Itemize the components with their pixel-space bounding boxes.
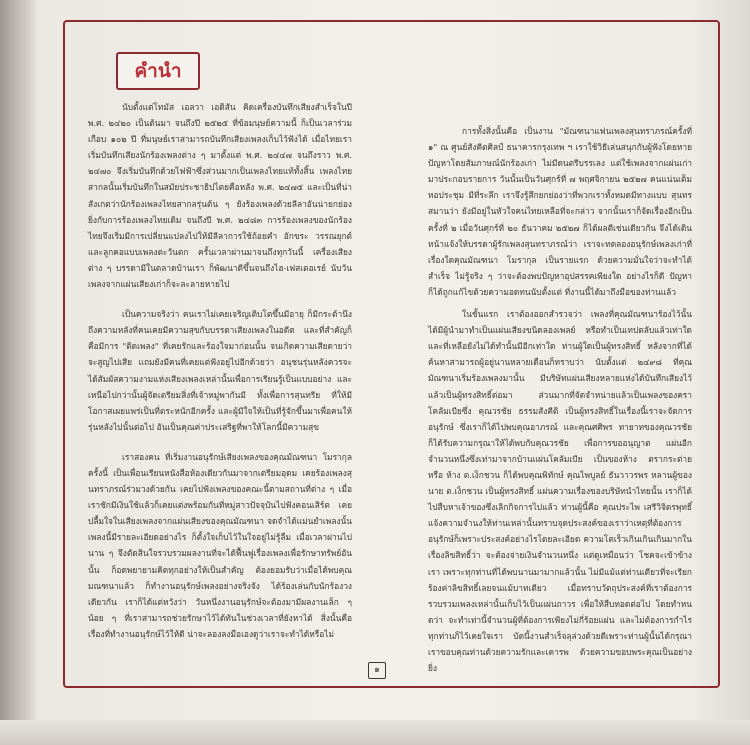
paragraph: เป็นความจริงว่า คนเราไม่เคยเจริญเติบโตขึ้นมีอายุ ก็มีกระต้านึงถึงความหลังที่คนเคยมีความสุขกับบรรดาเสียงเพลงในอดีต และที่สำคัญก็คือมีการ "ติดเพลง" ที่เคยรักและร้องใจมาก่อนนั้น จนเกิดความเสียดายว่าจะสูญไปเสีย แถมยังมีคนที่เคยแต่ฟังอยู่ไปอีกด้วยว่า อนุชนรุ่นหลังควรจะได้สัมผัสความงามแห่งเสียงเพลงเหล่านั้นเพื่อการเรียนรู้เป็นแบบอย่าง และเหนือไปกว่านั้นผู้จัดเตรียมสิ่งที่เจ้าหมู่พากันมี ทั้งเพื่อการสุนทรีย ที่ให้มีโอกาสเผยแพร่เป็นที่ตระหนักอีกครั้ง และผู้มีใจให้เป็นที่รู้จักขึ้นมาเพื่อคนให้รุ่นหลังไปนั้นต่อไป อันเป็นคุณค่าประเสริฐที่พาให้โลกนี้มีความสุข bbox=[88, 309, 352, 432]
title-box bbox=[116, 52, 200, 90]
paragraph: เราสองคน ที่เริ่มงานอนุรักษ์เสียงเพลงของคุณมัณฑนา โมรากุล ครั้งนี้ เป็นเพื่อนเรียนหนังสือห้องเดียวกันมาจากเตรียมอุดม เคยร้องเพลงสุนทราภรณ์ร่วมวงด้วยกัน เคยไปฟังเพลงของคณะนี้ตามสถานที่ต่าง ๆ เมื่อเราชักมีเงินใช้แล้วก็เคยแต่งพร้อมกันที่หมู่สาวปัจจุบันไปฟังคอนเสิร์ต เคยปลื้มใจในเสียงเพลงจากแผ่นเสียงของคุณมัณฑนา จดจำได้แม่นยำเพลงนั้นเพลงนี้มีรายละเอียดอย่างไร ก็ตั้งใจเก็บไว้ในใจอยู่ไม่รู้ลืม เมื่อเวลาผ่านไปนาน ๆ จึงตัดสินใจรวบรวมผลงานที่จะได้ฟื้นฟูเรื่องเพลงเพื่อรักษาทรัพย์อันนั้น ก็อดพยายามคิดทุกอย่างให้เป็นสำคัญ ต้องยอมรับว่าเมื่อได้พบคุณมณฑนาแล้ว ก็ทำงานอนุรักษ์เพลงอย่างจริงจัง ได้ร้องเล่นกับนักร้องวงเดียวกัน เราก็ได้แต่หวังว่า วันหนึ่งงานอนุรักษ์จะต้องมามีผลงานเล็ก ๆ น้อย ๆ ที่เราสามารถช่วยรักษาไว้ได้ทันในช่วงเวลาที่ยังหาได้ สิ่งนั้นคือเรื่องที่ทำงานอนุรักษ์ไว้ให้ดี น่าจะลองลงมือเองดูว่าเราจะทำได้หรือไม่ bbox=[88, 451, 352, 639]
paragraph: ในชั้นแรก เราต้องออกสำรวจว่า เพลงที่คุณมัณฑนาร้องไว้นั้น ได้มีผู้นำมาทำเป็นแผ่นเสียงขนิดลองเพลย์ หรือทำเป็นเทปตลับแล้วเท่าใด และที่เหลือยังไม่ได้ทำนั้นมีอีกเท่าใด ท่านผู้ใดเป็นผู้ทรงสิทธิ์ หลังจากที่ได้ค้นหาสามารถผู้อยู่นานหลายเดือนก็ทราบว่า นับตั้งแต่ ๒๔๙๘ ที่คุณมัณฑนาเริ่มร้องเพลงมานั้น มีบริษัทแผ่นเสียงหลายแห่งได้บันทึกเสียงไว้แล้วเป็นผู้ทรงสิทธิ์ต่อมา ส่วนมากที่จัดจำหน่ายแล้วเป็นเพลงของคราโคลัมเบียซึ่ง คุณวรชัย ธรรมสังคีติ เป็นผู้ทรงสิทธิ์ในเรื่องนี้เราจะจัดการอนุรักษ์ ซึ่งเราก็ได้ไปพบคุณอาภรณ์ และคุณศศิพร ทายาทของคุณวรชัย ก็ได้รับความกรุณาให้ได้พบกับคุณวรชัย เพื่อการขออนุญาต แผ่นอีกจำนวนหนึ่งซึ่งเท่ามาจากบ้านแผ่นโคลัมเบีย เป็นของห้าง ตรากระต่าย หรือ ห้าง ต.เง็กชวน ก็ได้พบคุณพิทักษ์ คุณไพบูลย์ ธันวาวรพร หลานผู้ของนาย ต.เง็กชวน เป็นผู้ทรงสิทธิ์ แผ่นความเรื่องของบริษัทนำไทยนั้น เราก็ได้ไปสืบหาเจ้าของซึ่งเลิกกิจการไปแล้ว ท่านผู้นี้คือ คุณประไพ เสรีวิจิตรพุทธิ์ แจ้งความจำนงให้ท่านเหล่านั้นทราบจุดประสงค์ของเราว่าเหตุที่ต้องการอนุรักษ์ก็เพราะประสงค์อย่างไรโดยละเอียด ความโตเร็วเกินเกินเกินมากในเรื่องลิขสิทธิ์ว่า จะต้องจ่ายเงินจำนวนหนึ่ง แต่ดูเหมือนว่า โชคจะเข้าข้างเรา เพราะทุกท่านที่ได้พบนานมามากแล้วนั้น ไม่มีแม้แต่ท่านเดียวที่จะเรียกร้องค่าลิขสิทธิ์เลยจนแม้บาทเดียว เมื่อทราบวัตถุประสงค์ที่เราต้องการรวบรวมเพลงเหล่านั้นเก็บไว้เป็นแผ่นถาวร เพื่อให้สืบทอดต่อไป โดยทำหนดว่า จะทำเท่านี้จำนวนผู้ที่ต้องการเพียงไม่กี่ร้อยแผ่น และไม่ต้องการกำไร ทุกท่านก็ไว้เคยใจเรา บัดนี้งานสำเร็จลุล่วงด้วยดีเพราะท่านผู้นั้นได้กรุณา เราขอบคุณท่านด้วยความรักและเคารพ ด้วยความขอบพระคุณเป็นอย่างยิ่ง bbox=[428, 309, 692, 674]
right-column bbox=[428, 123, 692, 690]
paragraph: การทั้งสิ่งนั้นคือ เป็นงาน "มัณฑนาแฟนเพลงสุนทราภรณ์ครั้งที่ ๑" ณ ศูนย์สังคีตศิลป์ ธนาคารกรุงเทพ ฯ เราใช้วิธีเล่นสนุกกับผู้ฟังโดยหายปัญหาโดยสัมภาษณ์นักร้องเก่า ไม่มีดนตรีบรรเลง แต่ใช้เพลงจากแผ่นเก่ามาประกอบรายการ วันนั้นเป็นวันศุกร์ที่ ๗ พฤศจิกายน ๒๕๒๗ คนแน่นเต็มหอประชุม มีที่ระลึก เราจึงรู้สึกยกย่องว่าที่พวกเราทั้งหมดมีทางแบบ สุนทรสมานว่า ยังมีอยู่ในหัวใจคนไทยเหลือที่จะกล่าว จากนั้นเราก็จัดเรื่องอีกเป็นครั้งที่ ๒ เมื่อวันศุกร์ที่ ๒๐ ธันวาคม ๒๕๒๗ ก็ได้ผลตีเช่นเดียวกัน จึงได้เดินหน้าแจ้งให้บรรดาผู้รักเพลงสุนทราภรณ์ว่า เราจะทดลองอนุรักษ์เพลงเก่าที่เรื่องใดคุณมัณฑนา โมรากุล เป็นรายแรก ด้วยความมั่นใจว่าจะทำได้สำเร็จ ไม่รู้จริง ๆ ว่าจะต้องพบปัญหาอุปสรรคเพียงใด อย่างไรก็ดี ปัญหาก็ได้ถูกแก้ไขด้วยความอดทนนับตั้งแต่ ที่งานนี้ได้มาถึงมือของท่านแล้ว bbox=[428, 126, 692, 297]
page-title: คำนำ bbox=[134, 60, 182, 82]
paragraph: นับตั้งแต่โทมัส เอลวา เอดิสัน คิดเครื่องบันทึกเสียงสำเร็จในปี พ.ศ. ๒๔๒๐ เป็นต้นมา จนถึงปี ๒๕๒๕ ที่ข้อมนุษย์ความนี้ ก็เป็นเวลาร่วมเกือบ ๑๐๒ ปี ที่มนุษย์เราสามารถบันทึกเสียงเพลงเก็บไว้ฟังได้ เมื่อไทยเราเริ่มบันทึกเสียงนักร้องเพลงต่าง ๆ มาตั้งแต่ พ.ศ. ๒๔๔๗ จนถึงราว พ.ศ. ๒๔๗๐ จึงเริ่มบันทึกด้วยไฟฟ้าซึ่งส่วนมากเป็นเพลงไทยแท้ทั้งสิ้น เพลงไทยสากลนั้นเริ่มบันทึกในสมัยประชาธิปไตยคือหลัง พ.ศ. ๒๔๗๕ และเป็นที่น่าสังเกตว่านักร้องเพลงไทยสากลรุ่นต้น ๆ ยังร้องเพลงด้วยลีลาอันน่ายกย่องยิ่งกับการร้องเพลงไทยเดิม จนถึงปี พ.ศ. ๒๔๘๓ การร้องเพลงของนักร้องไทยจึงเริ่มมีการเปลี่ยนแปลงไปให้มีลีลาการใช้ถ้อยคำ อักขระ วรรณยุกต์ และลูกคอแบบเพลงตะวันตก ครั้นเวลาผ่านมาจนถึงทุกวันนี้ เครื่องเสียงต่าง ๆ บรรดามีในตลาดบ้านเรา ก็พัฒนาดีขึ้นจนถึงไฮ-เฟสเตอเรย์ นับวันเพลงจากแผ่นเสียงเก่าก็จะละลายหายไป bbox=[88, 102, 352, 290]
binding-shadow bbox=[0, 0, 38, 745]
left-column bbox=[88, 99, 352, 656]
page-bottom-edge bbox=[0, 720, 750, 745]
page-number: ๑ bbox=[368, 662, 386, 679]
